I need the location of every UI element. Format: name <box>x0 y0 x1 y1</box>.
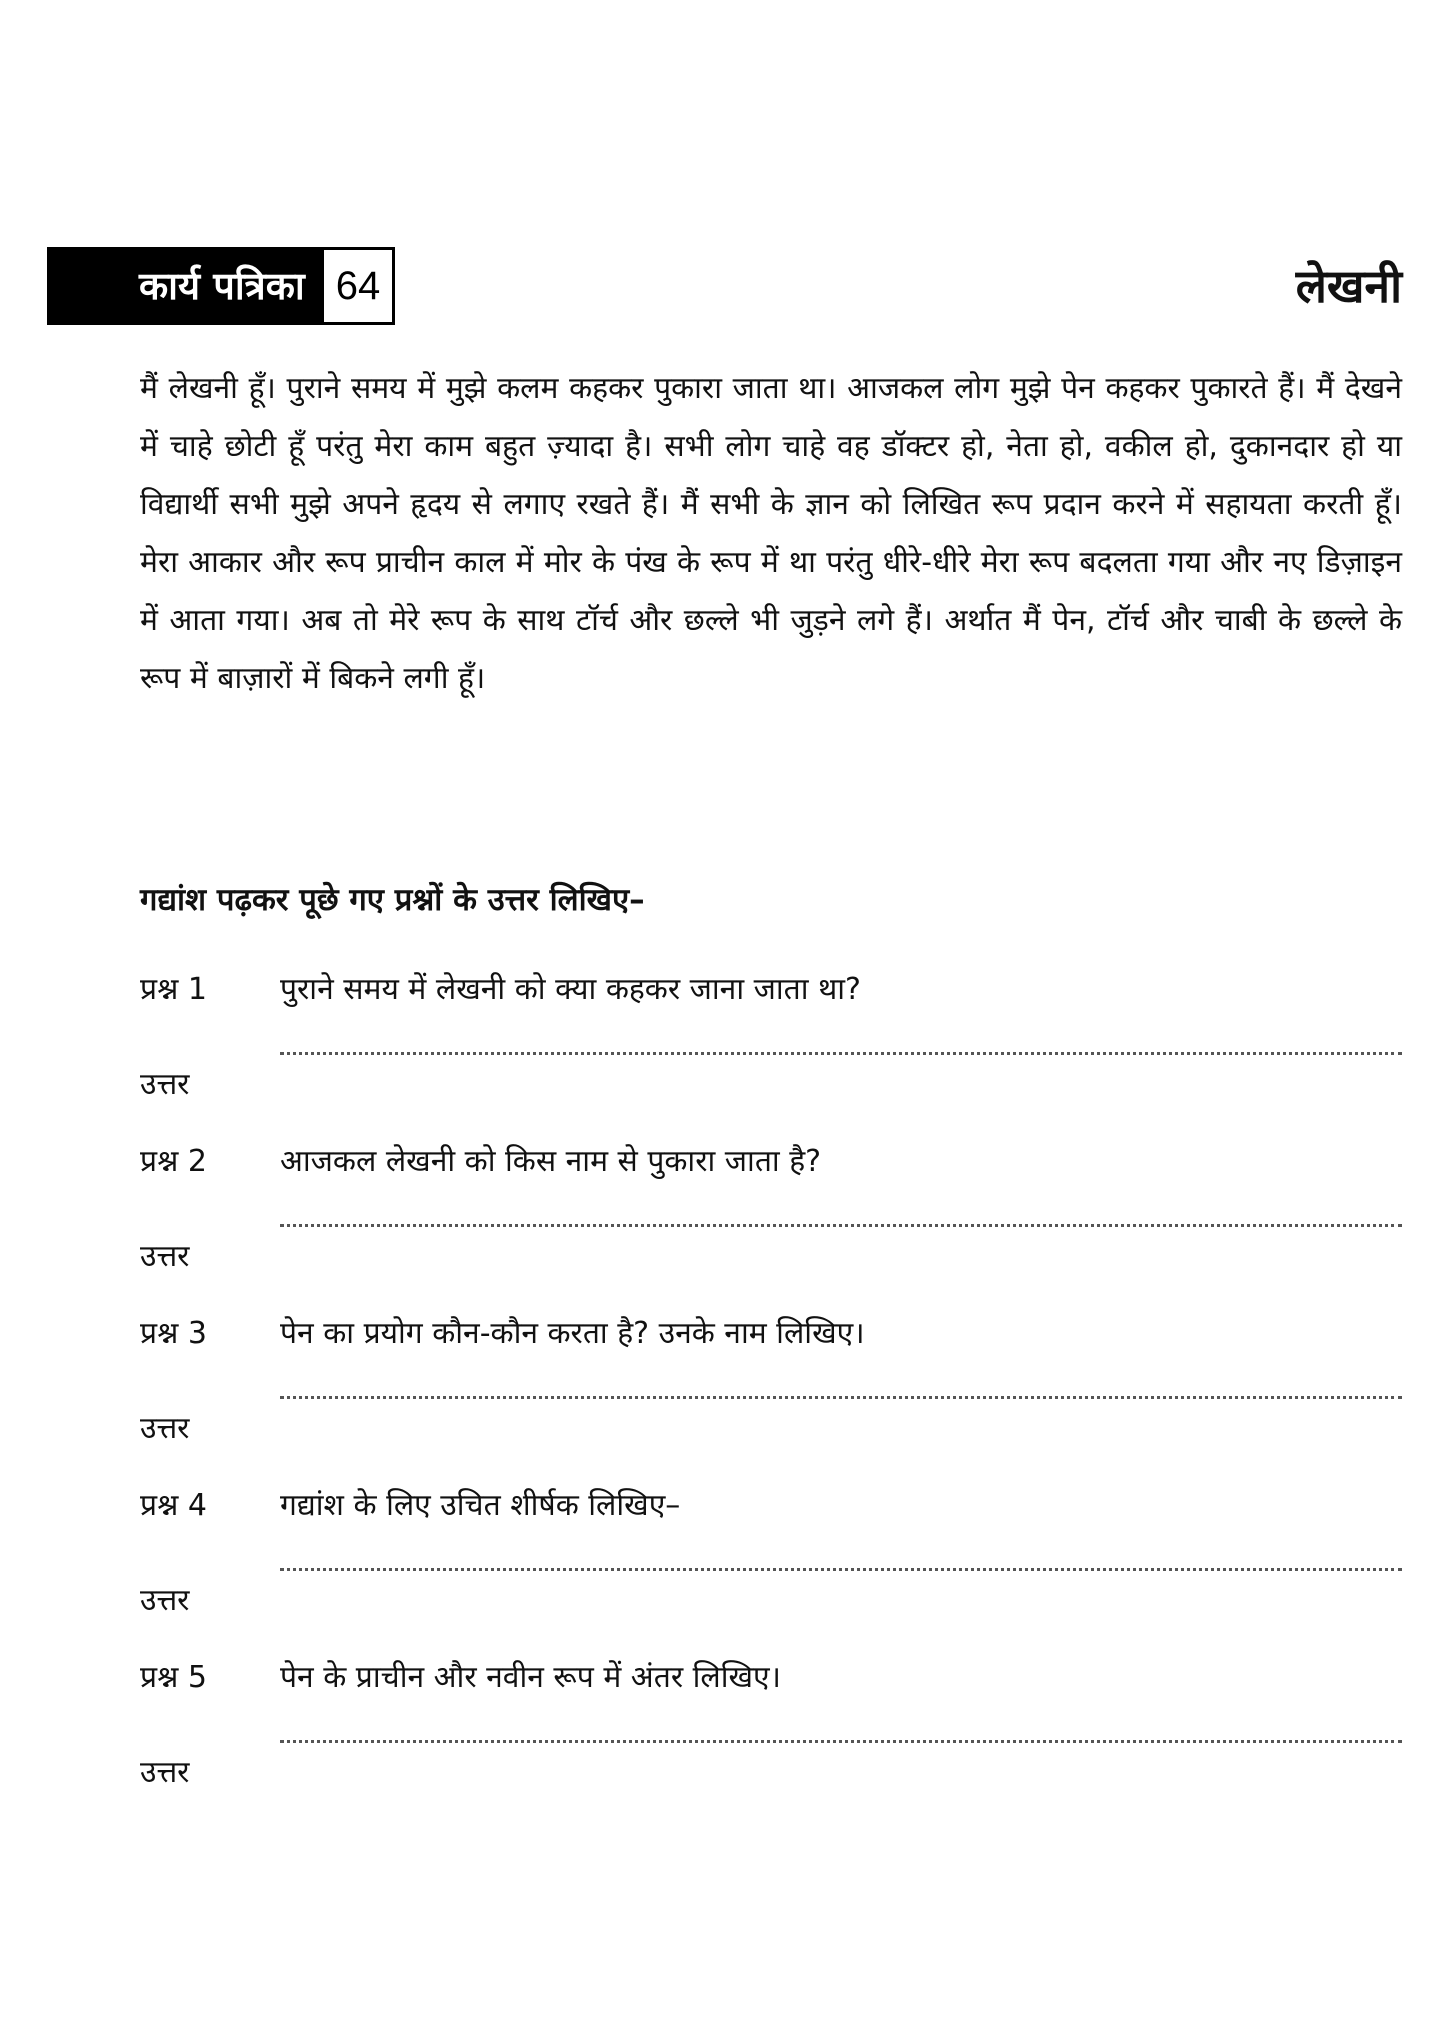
question-text: पुराने समय में लेखनी को क्या कहकर जाना जाता था? <box>280 972 861 1007</box>
answer-line[interactable] <box>280 1740 1402 1743</box>
answer-label: उत्तर <box>140 1755 190 1790</box>
instruction-heading: गद्यांश पढ़कर पूछे गए प्रश्नों के उत्तर लिखिए– <box>140 882 645 918</box>
worksheet-label: कार्य पत्रिका <box>47 247 321 325</box>
question-item <box>140 1132 1402 1304</box>
worksheet-badge <box>47 247 395 325</box>
question-number: प्रश्न 5 <box>140 1660 207 1695</box>
worksheet-number: 64 <box>321 247 396 325</box>
question-text: गद्यांश के लिए उचित शीर्षक लिखिए– <box>280 1488 681 1523</box>
question-item <box>140 1304 1402 1476</box>
question-text: आजकल लेखनी को किस नाम से पुकारा जाता है? <box>280 1144 822 1179</box>
question-item <box>140 1648 1402 1820</box>
question-number: प्रश्न 1 <box>140 972 207 1007</box>
answer-line[interactable] <box>280 1224 1402 1227</box>
answer-line[interactable] <box>280 1396 1402 1399</box>
page-title: लेखनी <box>1295 259 1402 313</box>
reading-passage: मैं लेखनी हूँ। पुराने समय में मुझे कलम कहकर पुकारा जाता था। आजकल लोग मुझे पेन कहकर पुकारते हैं। मैं देखने में चाहे छोटी हूँ परंतु मेरा काम बहुत ज़्यादा है। सभी लोग चाहे वह डॉक्टर हो, नेता हो, वकील हो, दुकानदार हो या विद्यार्थी सभी मुझे अपने हृदय से लगाए रखते हैं। मैं सभी के ज्ञान को लिखित रूप प्रदान करने में सहायता करती हूँ। मेरा आकार और रूप प्राचीन काल में मोर के पंख के रूप में था परंतु धीरे-धीरे मेरा रूप बदलता गया और नए डिज़ाइन में आता गया। अब तो मेरे रूप के साथ टॉर्च और छल्ले भी जुड़ने लगे हैं। अर्थात मैं पेन, टॉर्च और चाबी के छल्ले के रूप में बाज़ारों में बिकने लगी हूँ। <box>140 371 1402 696</box>
question-item <box>140 960 1402 1132</box>
answer-label: उत्तर <box>140 1239 190 1274</box>
answer-label: उत्तर <box>140 1411 190 1446</box>
question-number: प्रश्न 4 <box>140 1488 207 1523</box>
question-item <box>140 1476 1402 1648</box>
question-number: प्रश्न 2 <box>140 1144 207 1179</box>
question-list <box>140 960 1402 1820</box>
answer-line[interactable] <box>280 1568 1402 1571</box>
worksheet-header <box>47 247 1402 325</box>
answer-line[interactable] <box>280 1052 1402 1055</box>
question-text: पेन के प्राचीन और नवीन रूप में अंतर लिखिए। <box>280 1660 781 1695</box>
question-text: पेन का प्रयोग कौन-कौन करता है? उनके नाम लिखिए। <box>280 1316 865 1351</box>
question-number: प्रश्न 3 <box>140 1316 207 1351</box>
answer-label: उत्तर <box>140 1067 190 1102</box>
answer-label: उत्तर <box>140 1583 190 1618</box>
